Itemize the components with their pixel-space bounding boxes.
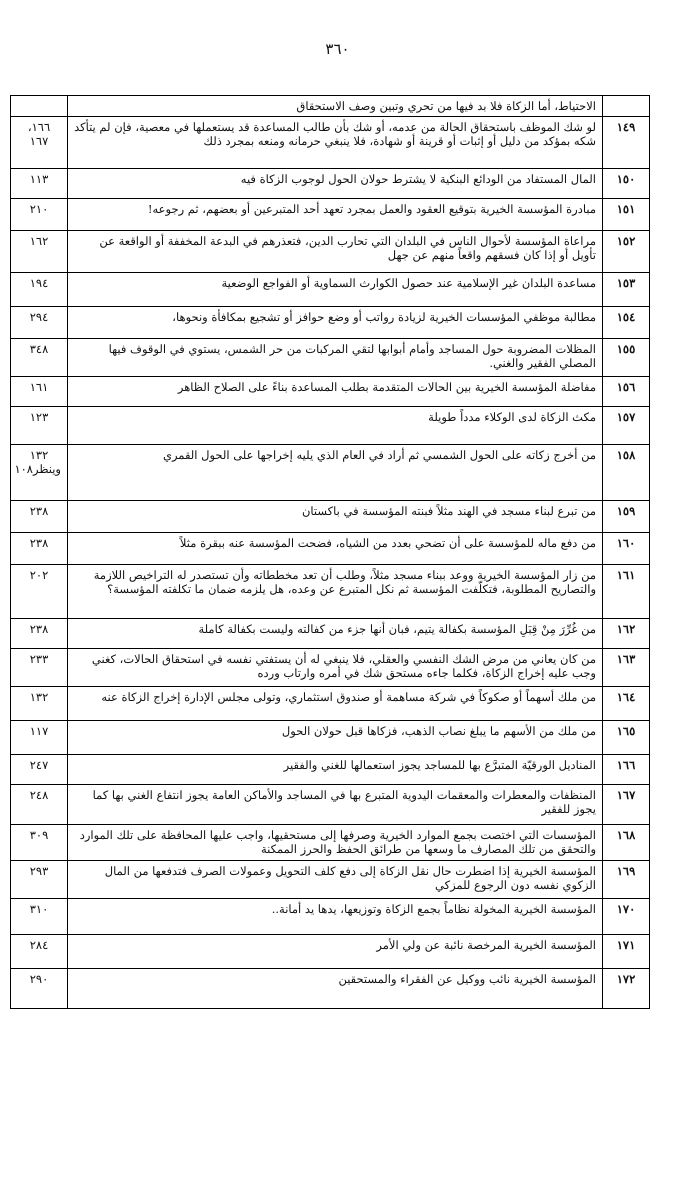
entry-page: ٢٤٧	[11, 755, 68, 785]
entry-number: ١٦٥	[603, 721, 650, 755]
entry-page: ١٦٢	[11, 231, 68, 273]
entry-page: ٢٩٤	[11, 307, 68, 339]
entry-number: ١٥٣	[603, 273, 650, 307]
entry-page: ٢٣٨	[11, 533, 68, 565]
entry-page: ٢٠٢	[11, 565, 68, 619]
table-row	[11, 565, 650, 619]
entry-page: ٢٩٣	[11, 861, 68, 899]
index-table-body	[11, 96, 650, 1009]
entry-text: المؤسسة الخيرية إذا اضطرت حال نقل الزكاة إلى دفع كلف التحويل وعمولات الصرف فتدفعها من المال الزكوي نفسه دون الرجوع للمزكي	[68, 861, 603, 899]
entry-page: ١٩٤	[11, 273, 68, 307]
entry-number: ١٥٤	[603, 307, 650, 339]
entry-text: المنظفات والمعطرات والمعقمات اليدوية المتبرع بها في المساجد والأماكن العامة يجوز انتفاع الغني بها كما يجوز للفقير	[68, 785, 603, 825]
table-row	[11, 687, 650, 721]
entry-number: ١٥٠	[603, 169, 650, 199]
entry-page: ١١٧	[11, 721, 68, 755]
entry-number: ١٧١	[603, 935, 650, 969]
entry-page: ١١٣	[11, 169, 68, 199]
entry-number: ١٧٠	[603, 899, 650, 935]
page-number: ٣٦٠	[325, 40, 350, 58]
entry-page: ١٦٦، ١٦٧	[11, 117, 68, 169]
table-row	[11, 785, 650, 825]
entry-page: ٢٣٣	[11, 649, 68, 687]
entry-text: مبادرة المؤسسة الخيرية بتوقيع العقود والعمل بمجرد تعهد أحد المتبرعين أو بعضهم، ثم رجوعه!	[68, 199, 603, 231]
entry-number: ١٦٠	[603, 533, 650, 565]
table-row	[11, 273, 650, 307]
entry-text: مساعدة البلدان غير الإسلامية عند حصول الكوارث السماوية أو الفواجع الوضعية	[68, 273, 603, 307]
entry-number: ١٦٧	[603, 785, 650, 825]
entry-page: ١٣٢ وينظر١٠٨	[11, 445, 68, 501]
entry-page: ٣١٠	[11, 899, 68, 935]
table-row	[11, 899, 650, 935]
entry-text: المناديل الورقيّة المتبرَّع بها للمساجد يجوز استعمالها للغني والفقير	[68, 755, 603, 785]
entry-page: ١٢٣	[11, 407, 68, 445]
index-table	[10, 95, 650, 1009]
entry-number: ١٦١	[603, 565, 650, 619]
entry-number	[603, 96, 650, 117]
entry-page: ٣٠٩	[11, 825, 68, 861]
table-row	[11, 969, 650, 1009]
entry-page: ٢٤٨	[11, 785, 68, 825]
table-row	[11, 861, 650, 899]
entry-page: ٢٨٤	[11, 935, 68, 969]
entry-text: من ملك من الأسهم ما يبلغ نصاب الذهب، فزكاها قبل حولان الحول	[68, 721, 603, 755]
entry-text: المؤسسة الخيرية المخولة نظاماً بجمع الزكاة وتوزيعها، يدها يد أمانة..	[68, 899, 603, 935]
table-row	[11, 721, 650, 755]
entry-number: ١٦٨	[603, 825, 650, 861]
entry-number: ١٤٩	[603, 117, 650, 169]
entry-text: المؤسسات التي اختصت بجمع الموارد الخيرية وصرفها إلى مستحقيها، واجب عليها المحافظة على تلك الموارد والتحقق من تلك المصارف ما وسعها من طرائق الحفظ والحرز الممكنة	[68, 825, 603, 861]
entry-text: من دفع ماله للمؤسسة على أن تضحي بعدد من الشياه، فضحت المؤسسة عنه ببقرة مثلاً	[68, 533, 603, 565]
entry-number: ١٥٩	[603, 501, 650, 533]
entry-page: ٢٩٠	[11, 969, 68, 1009]
table-row	[11, 96, 650, 117]
entry-number: ١٥٨	[603, 445, 650, 501]
entry-number: ١٦٦	[603, 755, 650, 785]
table-row	[11, 501, 650, 533]
entry-number: ١٦٢	[603, 619, 650, 649]
entry-text: لو شك الموظف باستحقاق الحالة من عدمه، أو شك بأن طالب المساعدة قد يستعملها في معصية، فإن لم يتأكد شكه بمؤكد من دليل أو إثبات أو قرينة أو شهادة، فلا ينبغي حرمانه ومنعه بمجرد ذلك	[68, 117, 603, 169]
table-row	[11, 445, 650, 501]
entry-number: ١٥٥	[603, 339, 650, 377]
entry-text: من أخرج زكاته على الحول الشمسي ثم أراد في العام الذي يليه إخراجها على الحول القمري	[68, 445, 603, 501]
table-row	[11, 377, 650, 407]
entry-text: من غُرِّرَ مِنْ قِبَلِ المؤسسة بكفالة يتيم، فبان أنها جزء من كفالته وليست بكفالة كاملة	[68, 619, 603, 649]
entry-text: من ملك أسهماً أو صكوكاً في شركة مساهمة أو صندوق استثماري، وتولى مجلس الإدارة إخراج الزكاة عنه	[68, 687, 603, 721]
table-row	[11, 199, 650, 231]
table-row	[11, 649, 650, 687]
entry-page: ١٦١	[11, 377, 68, 407]
table-row	[11, 619, 650, 649]
entry-page: ٢٣٨	[11, 501, 68, 533]
entry-number: ١٥٦	[603, 377, 650, 407]
entry-text: المؤسسة الخيرية المرخصة نائبة عن ولي الأمر	[68, 935, 603, 969]
entry-text: مطالبة موظفي المؤسسات الخيرية لزيادة رواتب أو وضع حوافز أو تشجيع بمكافأة ونحوها،	[68, 307, 603, 339]
table-row	[11, 307, 650, 339]
table-row	[11, 825, 650, 861]
entry-text: من تبرع لبناء مسجد في الهند مثلاً فبنته المؤسسة في باكستان	[68, 501, 603, 533]
table-row	[11, 169, 650, 199]
entry-text: مراعاة المؤسسة لأحوال الناس في البلدان التي تحارب الدين، فتعذرهم في البدعة المخففة أو الواقعة عن تأويل أو إذا كان فسقهم واقعاً منهم عن جهل	[68, 231, 603, 273]
entry-text: من كان يعاني من مرض الشك النفسي والعقلي، فلا ينبغي له أن يستفتي نفسه في استحقاق الحالات، كغني وجب عليه إخراج الزكاة، فكلما جاءه مستحق شك في أمره وارتاب ورده	[68, 649, 603, 687]
table-row	[11, 533, 650, 565]
table-row	[11, 755, 650, 785]
entry-text: الاحتياط، أما الزكاة فلا بد فيها من تحري وتبين وصف الاستحقاق	[68, 96, 603, 117]
entry-page: ٣٤٨	[11, 339, 68, 377]
table-row	[11, 407, 650, 445]
entry-text: المظلات المضروبة حول المساجد وأمام أبوابها لتقي المركبات من حر الشمس، يستوي في الوقوف فيها المصلي الفقير والغني.	[68, 339, 603, 377]
entry-text: المال المستفاد من الودائع البنكية لا يشترط حولان الحول لوجوب الزكاة فيه	[68, 169, 603, 199]
entry-page: ٢٣٨	[11, 619, 68, 649]
entry-number: ١٥٧	[603, 407, 650, 445]
table-row	[11, 935, 650, 969]
entry-number: ١٦٩	[603, 861, 650, 899]
entry-number: ١٦٣	[603, 649, 650, 687]
entry-number: ١٦٤	[603, 687, 650, 721]
entry-text: مفاضلة المؤسسة الخيرية بين الحالات المتقدمة بطلب المساعدة بناءً على الصلاح الظاهر	[68, 377, 603, 407]
table-row	[11, 339, 650, 377]
entry-number: ١٧٢	[603, 969, 650, 1009]
entry-number: ١٥٢	[603, 231, 650, 273]
entry-page	[11, 96, 68, 117]
entry-page: ٢١٠	[11, 199, 68, 231]
entry-number: ١٥١	[603, 199, 650, 231]
entry-text: من زار المؤسسة الخيرية ووعد ببناء مسجد مثلاً، وطلب أن تعد مخططاته وأن تستصدر له التراخيص اللازمة والتصاريح المطلوبة، فتكلّفت المؤسسة ثم نكل المتبرع عن وعده، هل يلزمه ضمان ما تكلفته المؤسسة؟	[68, 565, 603, 619]
table-row	[11, 231, 650, 273]
entry-text: مكث الزكاة لدى الوكلاء مدداً طويلة	[68, 407, 603, 445]
entry-text: المؤسسة الخيرية نائب ووكيل عن الفقراء والمستحقين	[68, 969, 603, 1009]
entry-page: ١٣٢	[11, 687, 68, 721]
table-row	[11, 117, 650, 169]
